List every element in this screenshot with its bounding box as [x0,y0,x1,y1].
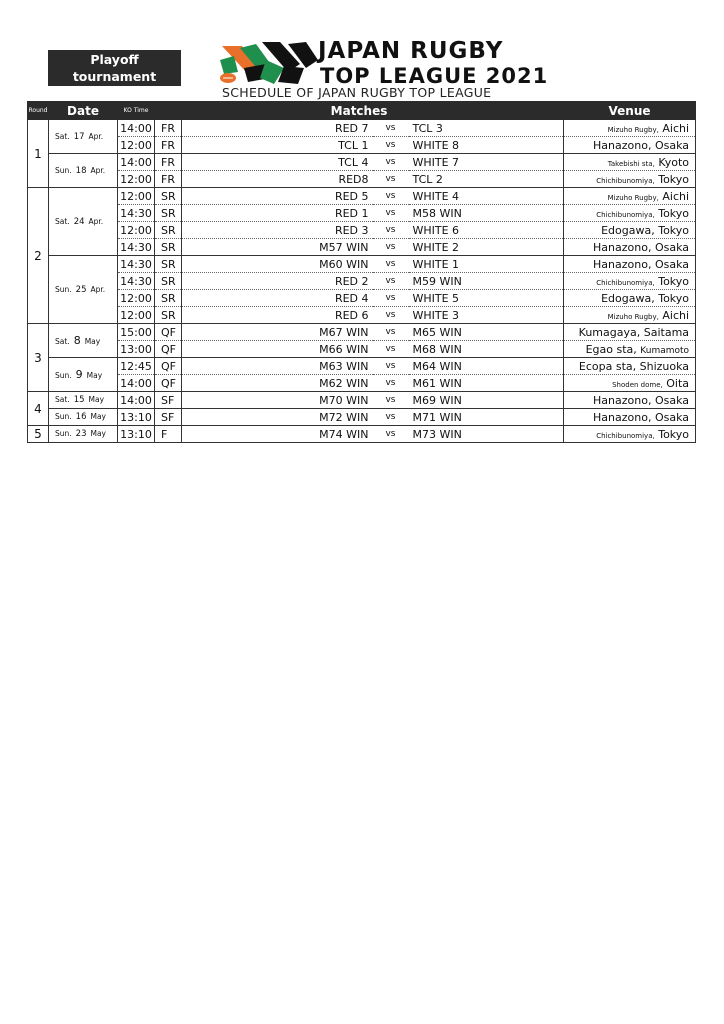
vs-label: vs [373,307,409,324]
playoff-badge [48,50,181,86]
kickoff-time: 14:30 [118,273,155,290]
round-number: 5 [28,426,49,443]
away-team: M64 WIN [409,358,564,375]
table-row [28,392,696,409]
venue-prefecture: Oita [666,376,690,390]
match-date [49,256,118,324]
away-team: WHITE 1 [409,256,564,273]
venue [564,341,696,358]
kickoff-time: 12:00 [118,307,155,324]
table-row [28,358,696,375]
schedule-table [27,101,696,443]
stage-code: F [155,426,182,443]
stage-code: SR [155,222,182,239]
venue-prefecture: Tokyo [658,274,690,288]
venue-name: Mizuho Rugby, [607,312,659,321]
home-team: RED 5 [182,188,373,205]
home-team: RED 4 [182,290,373,307]
stage-code: SR [155,273,182,290]
table-row [28,426,696,443]
day-of-week: Sun. [55,284,72,294]
venue-prefecture: Tokyo [658,223,690,237]
day-of-week: Sun. [55,412,72,421]
venue-name: Mizuho Rugby, [607,193,659,202]
table-row [28,137,696,154]
logo-line-2: TOP LEAGUE 2021 [320,64,549,88]
vs-label: vs [373,154,409,171]
away-team: TCL 2 [409,171,564,188]
home-team: M72 WIN [182,409,373,426]
kickoff-time: 14:00 [118,392,155,409]
venue [564,273,696,290]
home-team: M57 WIN [182,239,373,256]
stage-code: QF [155,358,182,375]
stage-code: QF [155,324,182,341]
venue-name: Shoden dome, [612,380,663,389]
home-team: M63 WIN [182,358,373,375]
away-team: M73 WIN [409,426,564,443]
kickoff-time: 12:00 [118,188,155,205]
match-date [49,154,118,188]
venue-prefecture: Aichi [662,308,690,322]
day-number: 16 [75,412,87,422]
venue-name: Kumagaya, [578,325,641,339]
venue-name: Hanazono, [593,138,652,152]
vs-label: vs [373,205,409,222]
stage-code: SR [155,290,182,307]
match-date [49,426,118,443]
venue-prefecture: Kyoto [658,155,690,169]
day-number: 17 [73,131,85,142]
schedule-body [28,120,696,443]
header-venue: Venue [564,102,696,120]
day-number: 9 [75,368,83,381]
match-date [49,358,118,392]
stage-code: FR [155,120,182,137]
venue [564,256,696,273]
stage-code: SF [155,392,182,409]
badge-line-2: tournament [72,69,157,84]
stage-code: SR [155,205,182,222]
vs-label: vs [373,324,409,341]
table-row [28,205,696,222]
day-number: 18 [75,165,87,176]
kickoff-time: 13:10 [118,426,155,443]
venue [564,392,696,409]
table-row [28,307,696,324]
vs-label: vs [373,171,409,188]
home-team: M74 WIN [182,426,373,443]
table-row [28,171,696,188]
day-number: 8 [73,334,81,347]
away-team: M58 WIN [409,205,564,222]
vs-label: vs [373,239,409,256]
venue [564,239,696,256]
table-row [28,188,696,205]
venue-prefecture: Shizuoka [639,359,690,373]
header-ko: KO Time [118,102,155,120]
home-team: M60 WIN [182,256,373,273]
vs-label: vs [373,137,409,154]
round-number: 4 [28,392,49,426]
home-team: RED 1 [182,205,373,222]
away-team: M59 WIN [409,273,564,290]
month: May [86,371,103,380]
day-of-week: Sat. [55,395,70,404]
month: Apr. [90,284,106,294]
venue-name: Hanazono, [593,393,652,407]
venue-name: Ecopa sta, [578,359,637,373]
round-number: 1 [28,120,49,188]
day-number: 15 [73,395,85,405]
table-row [28,256,696,273]
venue [564,171,696,188]
vs-label: vs [373,358,409,375]
home-team: TCL 1 [182,137,373,154]
table-row [28,273,696,290]
venue-prefecture: Osaka [654,257,690,271]
header-matches: Matches [155,102,564,120]
day-number: 25 [75,284,87,295]
venue-name: Chichibunomiya, [596,431,655,440]
kickoff-time: 14:00 [118,375,155,392]
stage-code: QF [155,375,182,392]
logo-line-1: JAPAN RUGBY [318,38,504,64]
round-number: 2 [28,188,49,324]
vs-label: vs [373,120,409,137]
match-date [49,188,118,256]
table-row [28,409,696,426]
kickoff-time: 14:30 [118,256,155,273]
stage-code: FR [155,154,182,171]
table-row [28,290,696,307]
kickoff-time: 12:45 [118,358,155,375]
kickoff-time: 13:10 [118,409,155,426]
home-team: M67 WIN [182,324,373,341]
venue-prefecture: Osaka [654,393,690,407]
venue [564,205,696,222]
venue [564,358,696,375]
away-team: M65 WIN [409,324,564,341]
venue-prefecture: Aichi [662,189,690,203]
home-team: M70 WIN [182,392,373,409]
home-team: TCL 4 [182,154,373,171]
match-date [49,324,118,358]
match-date [49,409,118,426]
kickoff-time: 14:00 [118,154,155,171]
table-row [28,120,696,137]
venue [564,188,696,205]
home-team: RED 2 [182,273,373,290]
vs-label: vs [373,222,409,239]
day-of-week: Sat. [55,216,70,226]
vs-label: vs [373,273,409,290]
month: Apr. [90,165,106,175]
vs-label: vs [373,375,409,392]
header-row [28,102,696,120]
day-number: 24 [73,216,85,227]
kickoff-time: 12:00 [118,290,155,307]
venue-prefecture: Osaka [654,138,690,152]
away-team: M69 WIN [409,392,564,409]
kickoff-time: 13:00 [118,341,155,358]
away-team: WHITE 6 [409,222,564,239]
day-of-week: Sat. [55,131,70,141]
venue-prefecture: Tokyo [658,291,690,305]
day-of-week: Sun. [55,371,72,380]
stage-code: SF [155,409,182,426]
month: May [90,429,106,438]
venue-name: Hanazono, [593,257,652,271]
vs-label: vs [373,341,409,358]
venue [564,409,696,426]
day-of-week: Sun. [55,429,72,438]
venue-prefecture: Tokyo [658,427,690,441]
venue-name: Hanazono, [593,240,652,254]
stage-code: SR [155,188,182,205]
venue-name: Mizuho Rugby, [607,125,659,134]
stage-code: SR [155,239,182,256]
kickoff-time: 12:00 [118,222,155,239]
month: Apr. [88,131,104,141]
venue [564,154,696,171]
home-team: RED 3 [182,222,373,239]
header-date: Date [49,102,118,120]
away-team: WHITE 8 [409,137,564,154]
away-team: M71 WIN [409,409,564,426]
away-team: TCL 3 [409,120,564,137]
table-row [28,341,696,358]
stage-code: FR [155,137,182,154]
table-row [28,222,696,239]
stage-code: SR [155,307,182,324]
home-team: RED 6 [182,307,373,324]
table-row [28,375,696,392]
venue [564,375,696,392]
venue-prefecture: Osaka [654,410,690,424]
venue-name: Hanazono, [593,410,652,424]
month: May [88,395,105,404]
table-row [28,154,696,171]
venue [564,137,696,154]
venue-prefecture: Tokyo [658,206,690,220]
venue-prefecture: Saitama [643,325,690,339]
venue [564,290,696,307]
venue [564,426,696,443]
away-team: WHITE 4 [409,188,564,205]
vs-label: vs [373,392,409,409]
round-number: 3 [28,324,49,392]
vs-label: vs [373,409,409,426]
badge-line-1: Playoff [90,52,139,67]
day-number: 23 [75,429,87,439]
venue-prefecture: Kumamoto [640,345,690,356]
venue [564,307,696,324]
month: May [90,412,106,421]
schedule-subtitle: SCHEDULE OF JAPAN RUGBY TOP LEAGUE [222,85,492,100]
vs-label: vs [373,426,409,443]
vs-label: vs [373,256,409,273]
away-team: WHITE 5 [409,290,564,307]
stage-code: FR [155,171,182,188]
day-of-week: Sat. [55,337,70,346]
kickoff-time: 12:00 [118,137,155,154]
kickoff-time: 12:00 [118,171,155,188]
kickoff-time: 15:00 [118,324,155,341]
home-team: RED 7 [182,120,373,137]
venue [564,324,696,341]
table-row [28,239,696,256]
home-team: M62 WIN [182,375,373,392]
kickoff-time: 14:30 [118,205,155,222]
stage-code: QF [155,341,182,358]
kickoff-time: 14:30 [118,239,155,256]
home-team: M66 WIN [182,341,373,358]
kickoff-time: 14:00 [118,120,155,137]
away-team: WHITE 2 [409,239,564,256]
venue-name: Chichibunomiya, [596,278,655,287]
vs-label: vs [373,188,409,205]
venue-name: Edogawa, [601,223,655,237]
venue-name: Edogawa, [601,291,655,305]
home-team: RED8 [182,171,373,188]
header-round: Round [28,102,49,120]
venue-prefecture: Osaka [654,240,690,254]
venue-prefecture: Aichi [662,121,690,135]
away-team: M68 WIN [409,341,564,358]
match-date [49,392,118,409]
stage-code: SR [155,256,182,273]
venue [564,222,696,239]
venue-name: Chichibunomiya, [596,176,655,185]
venue-name: Takebishi sta, [607,159,655,168]
table-row [28,324,696,341]
vs-label: vs [373,290,409,307]
match-date [49,120,118,154]
venue-name: Egao sta, [585,342,637,356]
away-team: WHITE 7 [409,154,564,171]
venue-prefecture: Tokyo [658,172,690,186]
month: Apr. [88,216,104,226]
venue-name: Chichibunomiya, [596,210,655,219]
day-of-week: Sun. [55,165,72,175]
away-team: M61 WIN [409,375,564,392]
month: May [84,337,101,346]
venue [564,120,696,137]
away-team: WHITE 3 [409,307,564,324]
